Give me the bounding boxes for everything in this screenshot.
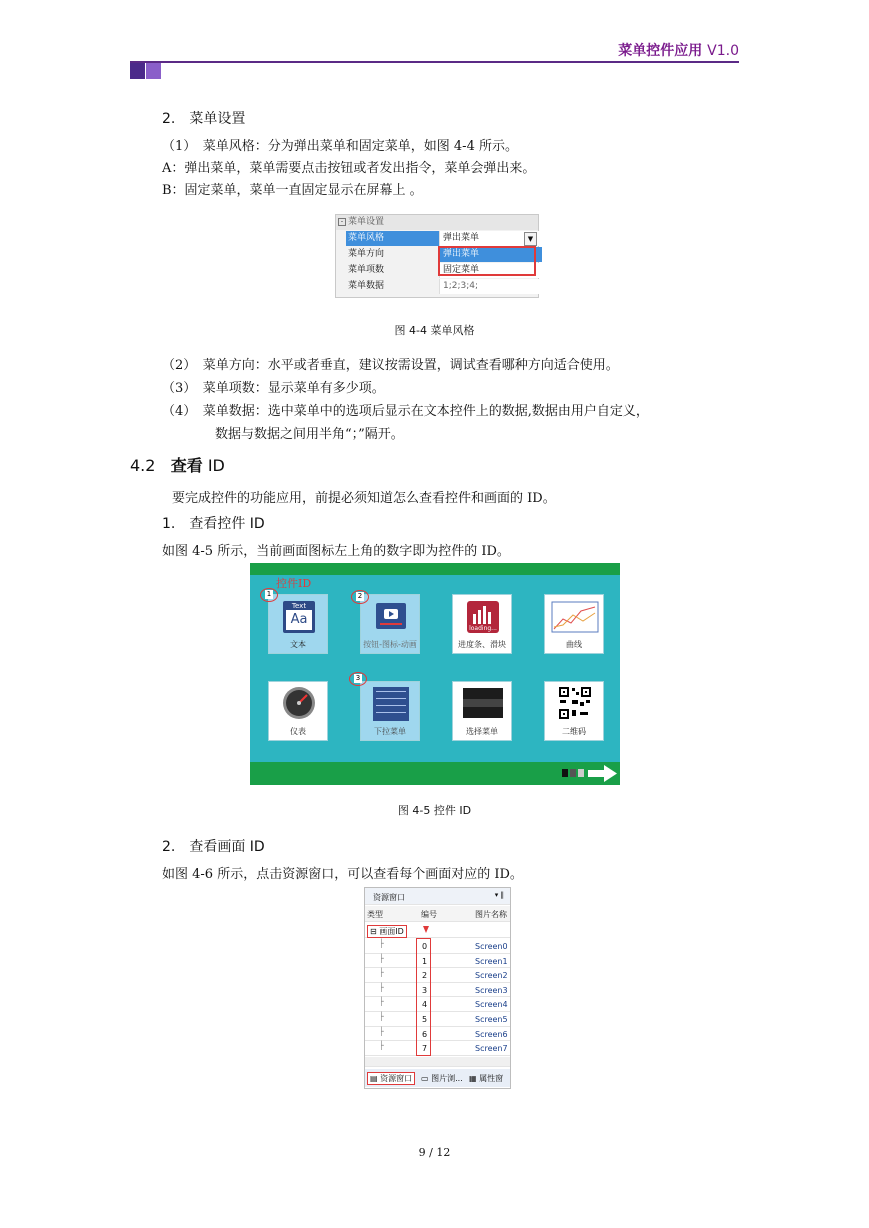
section-heading-4-2 xyxy=(130,453,225,476)
tree-root-row[interactable] xyxy=(365,924,510,938)
header-square-dark xyxy=(130,63,145,79)
grid-value[interactable]: 弹出菜单 xyxy=(439,231,542,246)
header-title xyxy=(618,40,739,60)
tree-branch: ├ xyxy=(379,968,384,978)
screen-name: Screen7 xyxy=(475,1044,508,1054)
widget-id-marker: 1 xyxy=(260,588,278,602)
resource-title: 资源窗口 xyxy=(373,893,405,902)
widget-screen xyxy=(250,563,620,785)
item-data-cont: 数据与数据之间用半角“；”隔开。 xyxy=(215,427,404,442)
section-number: 4.2 xyxy=(130,456,156,475)
tile-label: 选择菜单 xyxy=(466,727,498,736)
date-picker-icon xyxy=(463,688,503,718)
aa-glyph: Aa xyxy=(286,610,312,630)
widget-id-marker: 2 xyxy=(351,590,369,604)
item-data: （4） 菜单数据：选中菜单中的选项后显示在文本控件上的数据,数据由用户自定义， xyxy=(162,404,649,419)
tree-branch: ├ xyxy=(379,982,384,992)
para-popup: A：弹出菜单，菜单需要点击按钮或者发出指令，菜单会弹出来。 xyxy=(162,161,536,176)
grid-key: 菜单数据 xyxy=(348,281,385,291)
para-menu-style: （1） 菜单风格：分为弹出菜单和固定菜单，如图 4-4 所示。 xyxy=(162,139,518,154)
highlight-box xyxy=(438,246,536,276)
screen-number: 3 xyxy=(422,985,428,995)
screen-row[interactable] xyxy=(365,997,510,1012)
screen-row[interactable] xyxy=(365,1041,510,1056)
col-image-name[interactable]: 图片名称 xyxy=(475,910,507,919)
screen-id-root[interactable]: ⊟ 画面ID xyxy=(367,925,407,938)
screen-name: Screen6 xyxy=(475,1029,508,1039)
grid-key: 菜单风格 xyxy=(346,231,440,246)
screen-name: Screen1 xyxy=(475,956,508,966)
screen-row[interactable] xyxy=(365,954,510,969)
para-fixed: B：固定菜单，菜单一直固定显示在屏幕上 。 xyxy=(162,183,423,198)
play-icon xyxy=(389,611,394,617)
screen-number: 0 xyxy=(422,942,428,951)
para-screen-id: 如图 4-6 所示，点击资源窗口，可以查看每个画面对应的 ID。 xyxy=(162,867,523,882)
screen-number: 1 xyxy=(422,956,428,966)
widget-id-annotation: 控件ID xyxy=(276,577,312,590)
tile-text[interactable] xyxy=(268,594,328,654)
tile-label: 进度条、滑块 xyxy=(458,640,506,649)
text-icon xyxy=(283,601,315,633)
heading-view-widget-id: 1. 查看控件 ID xyxy=(162,516,265,532)
grid-row-style[interactable] xyxy=(336,231,538,246)
widget-id-marker: 3 xyxy=(349,672,367,686)
video-icon xyxy=(376,603,406,629)
collapse-icon[interactable]: - xyxy=(338,218,346,226)
screen-name: Screen5 xyxy=(475,1015,508,1024)
screen-row[interactable] xyxy=(365,1027,510,1042)
tile-label: 仪表 xyxy=(290,727,306,736)
dropdown-option-fixed[interactable]: 固定菜单 xyxy=(439,263,542,278)
tree-branch: ├ xyxy=(379,953,384,963)
doc-title: 菜单控件应用 xyxy=(618,43,703,59)
progress-icon xyxy=(467,601,499,633)
screen-row[interactable] xyxy=(365,983,510,998)
grid-key: 菜单项数 xyxy=(348,265,385,275)
image-icon: ▭ xyxy=(421,1074,429,1083)
grid-group-row[interactable] xyxy=(336,215,538,230)
horizontal-scrollbar[interactable] xyxy=(365,1057,510,1067)
screen-row[interactable] xyxy=(365,968,510,983)
section-title: 查看 xyxy=(170,456,203,475)
screen-top-bar xyxy=(250,563,620,575)
tile-label: 文本 xyxy=(290,640,306,649)
tile-label: 二维码 xyxy=(562,727,586,736)
page-dot xyxy=(570,769,576,777)
tile-gauge[interactable] xyxy=(268,681,328,741)
dropdown-list-icon xyxy=(373,687,409,721)
tile-button-icon-anim[interactable] xyxy=(360,594,420,654)
screen-number: 5 xyxy=(422,1015,428,1024)
window-icon: ▤ xyxy=(370,1074,378,1083)
header-square-light xyxy=(146,63,161,79)
resource-header-row xyxy=(365,906,510,922)
next-arrow-icon[interactable] xyxy=(588,765,618,782)
figure-caption-4-5: 图 4-5 控件 ID xyxy=(397,804,472,817)
grid-value[interactable]: 1;2;3;4; xyxy=(439,279,542,294)
screen-name: Screen0 xyxy=(475,942,508,951)
tree-branch: ├ xyxy=(379,1026,384,1036)
page-number: 9 / 12 xyxy=(418,1146,451,1159)
dropdown-arrow-icon[interactable]: ▼ xyxy=(524,232,537,246)
gauge-icon xyxy=(282,686,316,720)
screen-number: 6 xyxy=(422,1029,428,1039)
doc-version: V1.0 xyxy=(707,43,739,59)
heading-view-screen-id: 2. 查看画面 ID xyxy=(162,839,265,855)
tree-node-icon: ⊟ xyxy=(370,927,377,936)
section-intro: 要完成控件的功能应用，前提必须知道怎么查看控件和画面的 ID。 xyxy=(172,491,556,506)
screen-name: Screen2 xyxy=(475,971,508,981)
grid-key: 菜单方向 xyxy=(348,249,385,259)
heading-menu-settings: 2. 菜单设置 xyxy=(162,111,246,127)
tab-image-browser[interactable]: ▭ 图片浏... xyxy=(421,1074,463,1083)
screen-row[interactable] xyxy=(365,939,510,954)
resource-window xyxy=(364,887,511,1089)
tab-resource-window[interactable]: ▤ 资源窗口 xyxy=(367,1072,415,1085)
tile-select-menu[interactable] xyxy=(452,681,512,741)
screen-name: Screen4 xyxy=(475,1000,508,1010)
grid-group-label: 菜单设置 xyxy=(348,217,385,227)
para-widget-id: 如图 4-5 所示，当前画面图标左上角的数字即为控件的 ID。 xyxy=(162,544,510,559)
item-direction: （2） 菜单方向：水平或者垂直，建议按需设置，调试查看哪种方向适合使用。 xyxy=(162,358,619,373)
col-number[interactable]: 编号 xyxy=(421,910,437,919)
screen-number: 4 xyxy=(422,1000,428,1010)
tile-progress-slider[interactable] xyxy=(452,594,512,654)
tree-branch: ├ xyxy=(379,939,384,948)
header-rule xyxy=(130,61,739,63)
tree-branch: ├ xyxy=(379,997,384,1007)
tile-label: 按钮-图标-动画 xyxy=(363,640,417,649)
tree-branch: ├ xyxy=(379,1012,384,1021)
pin-dropdown-icon[interactable]: ▾ ‖ xyxy=(494,891,504,899)
section-title-id: ID xyxy=(207,456,225,475)
grid-icon: ▦ xyxy=(469,1074,477,1083)
page-dot xyxy=(562,769,568,777)
screen-bottom-bar xyxy=(250,762,620,785)
figure-caption-4-4: 图 4-4 菜单风格 xyxy=(394,324,475,337)
screen-number: 2 xyxy=(422,971,428,981)
tree-branch: ├ xyxy=(379,1041,384,1051)
grid-row-data[interactable] xyxy=(336,279,538,294)
item-count: （3） 菜单项数：显示菜单有多少项。 xyxy=(162,381,385,396)
loading-text: loading... xyxy=(469,625,497,632)
tile-label: 下拉菜单 xyxy=(374,727,406,736)
page-dot xyxy=(578,769,584,777)
screen-row[interactable] xyxy=(365,1012,510,1027)
col-type[interactable]: 类型 xyxy=(367,910,383,919)
tile-qr-code[interactable] xyxy=(544,681,604,741)
screen-name: Screen3 xyxy=(475,985,508,995)
screen-number: 7 xyxy=(422,1044,428,1054)
tile-label: 曲线 xyxy=(566,640,582,649)
resource-title-bar xyxy=(365,888,510,905)
menu-property-grid xyxy=(335,214,539,298)
resource-tabs xyxy=(365,1069,510,1087)
tile-curve[interactable] xyxy=(544,594,604,654)
tile-dropdown-menu[interactable] xyxy=(360,681,420,741)
qr-code-icon xyxy=(558,686,592,720)
id-column-highlight xyxy=(416,938,431,1056)
text-tile-caption: Text xyxy=(291,602,307,610)
dropdown-option-popup[interactable]: 弹出菜单 xyxy=(439,247,542,262)
down-arrow-icon xyxy=(423,926,429,933)
curve-icon xyxy=(551,601,599,633)
tab-properties[interactable]: ▦ 属性窗 xyxy=(469,1074,504,1083)
